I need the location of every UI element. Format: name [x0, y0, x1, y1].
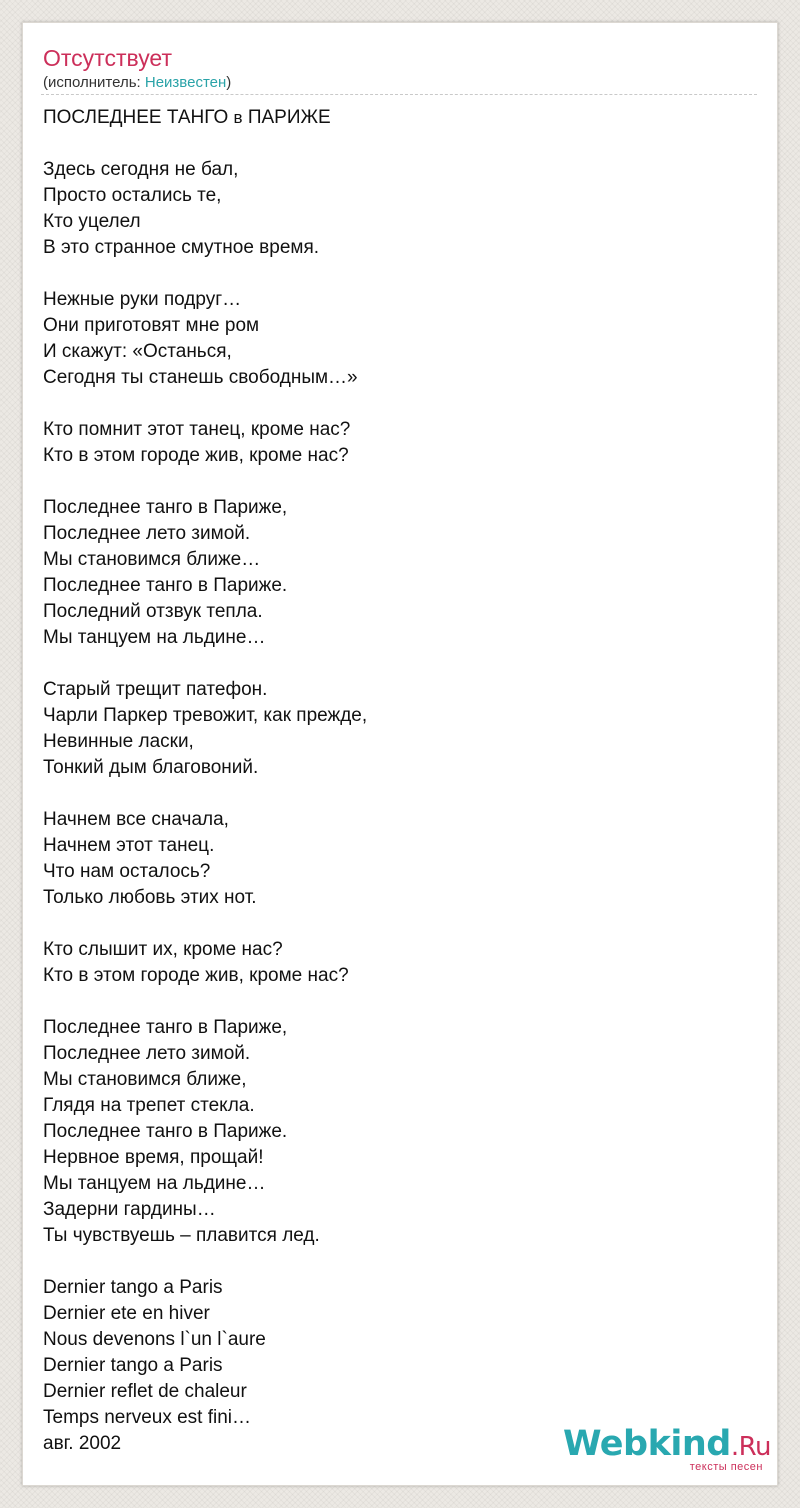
- lyric-line: Последнее лето зимой.: [43, 523, 251, 544]
- lyric-line: Чарли Паркер тревожит, как прежде,: [43, 705, 368, 726]
- header-divider: [41, 94, 757, 95]
- lyric-line: Начнем этот танец.: [43, 835, 215, 856]
- lyric-line: Они приготовят мне ром: [43, 315, 260, 336]
- watermark-tld: .Ru: [730, 1432, 771, 1462]
- stanza-break: [43, 131, 743, 157]
- lyric-line: Кто в этом городе жив, кроме нас?: [43, 965, 349, 986]
- artist-link[interactable]: Неизвестен: [144, 74, 227, 91]
- stanza-break: [43, 391, 743, 417]
- lyric-line: Здесь сегодня не бал,: [43, 159, 239, 180]
- lyric-line: Мы становимся ближе,: [43, 1069, 247, 1090]
- lyric-line: Сегодня ты станешь свободным…»: [43, 367, 358, 388]
- lyric-line: авг. 2002: [43, 1433, 122, 1454]
- lyric-line: Temps nerveux est fini…: [43, 1407, 252, 1428]
- lyric-lines: [43, 131, 743, 1457]
- watermark-logo: [563, 1425, 771, 1466]
- lyric-line: Глядя на трепет стекла.: [43, 1095, 255, 1116]
- lyric-line: Мы становимся ближе…: [43, 549, 261, 570]
- lyric-line: Старый трещит патефон.: [43, 679, 268, 700]
- lyric-line: Невинные ласки,: [43, 731, 194, 752]
- lyric-line: В это странное смутное время.: [43, 237, 320, 258]
- lyrics-title-part3: ПАРИЖЕ: [242, 107, 331, 128]
- artist-prefix: (исполнитель:: [43, 74, 145, 91]
- lyric-line: Dernier reflet de chaleur: [43, 1381, 247, 1402]
- lyric-line: Тонкий дым благовоний.: [43, 757, 259, 778]
- watermark-subtitle: тексты песен: [689, 1461, 763, 1473]
- lyrics-title-part2: в: [233, 108, 243, 127]
- lyric-line: Последнее танго в Париже.: [43, 575, 288, 596]
- lyric-line: Просто остались те,: [43, 185, 222, 206]
- stanza-break: [43, 261, 743, 287]
- stanza-break: [43, 911, 743, 937]
- song-title: Отсутствует: [43, 45, 172, 71]
- lyric-line: Dernier tango a Paris: [43, 1277, 223, 1298]
- lyric-line: Dernier ete en hiver: [43, 1303, 210, 1324]
- site-watermark: [562, 1424, 771, 1475]
- stanza-break: [43, 1249, 743, 1275]
- lyric-line: Кто уцелел: [43, 211, 141, 232]
- lyric-line: Последнее танго в Париже,: [43, 1017, 288, 1038]
- lyrics-card: [22, 22, 778, 1486]
- watermark-brand: Webkind: [562, 1424, 731, 1464]
- lyric-line: Задерни гардины…: [43, 1199, 216, 1220]
- lyric-line: Последний отзвук тепла.: [43, 601, 263, 622]
- stanza-break: [43, 781, 743, 807]
- stanza-break: [43, 989, 743, 1015]
- lyric-line: Ты чувствуешь – плавится лед.: [43, 1225, 320, 1246]
- lyric-line: Мы танцуем на льдине…: [43, 627, 266, 648]
- lyric-line: Кто в этом городе жив, кроме нас?: [43, 445, 349, 466]
- lyric-line: Нервное время, прощай!: [43, 1147, 264, 1168]
- artist-line: [43, 73, 231, 93]
- lyric-line: Кто слышит их, кроме нас?: [43, 939, 283, 960]
- lyric-line: Начнем все сначала,: [43, 809, 229, 830]
- lyric-line: Нежные руки подруг…: [43, 289, 242, 310]
- lyric-line: Мы танцуем на льдине…: [43, 1173, 266, 1194]
- lyric-line: Nous devenons l`un l`aure: [43, 1329, 266, 1350]
- lyric-line: Кто помнит этот танец, кроме нас?: [43, 419, 351, 440]
- stanza-break: [43, 651, 743, 677]
- lyrics-title: [43, 105, 743, 131]
- lyrics-body: [43, 105, 743, 1457]
- lyric-line: Только любовь этих нот.: [43, 887, 257, 908]
- stanza-break: [43, 469, 743, 495]
- lyric-line: Последнее танго в Париже.: [43, 1121, 288, 1142]
- lyrics-title-part1: ПОСЛЕДНЕЕ ТАНГО: [43, 107, 234, 128]
- lyric-line: Что нам осталось?: [43, 861, 211, 882]
- lyric-line: Последнее лето зимой.: [43, 1043, 251, 1064]
- lyric-line: И скажут: «Останься,: [43, 341, 232, 362]
- lyric-line: Dernier tango a Paris: [43, 1355, 223, 1376]
- lyric-line: Последнее танго в Париже,: [43, 497, 288, 518]
- artist-suffix: ): [226, 74, 232, 91]
